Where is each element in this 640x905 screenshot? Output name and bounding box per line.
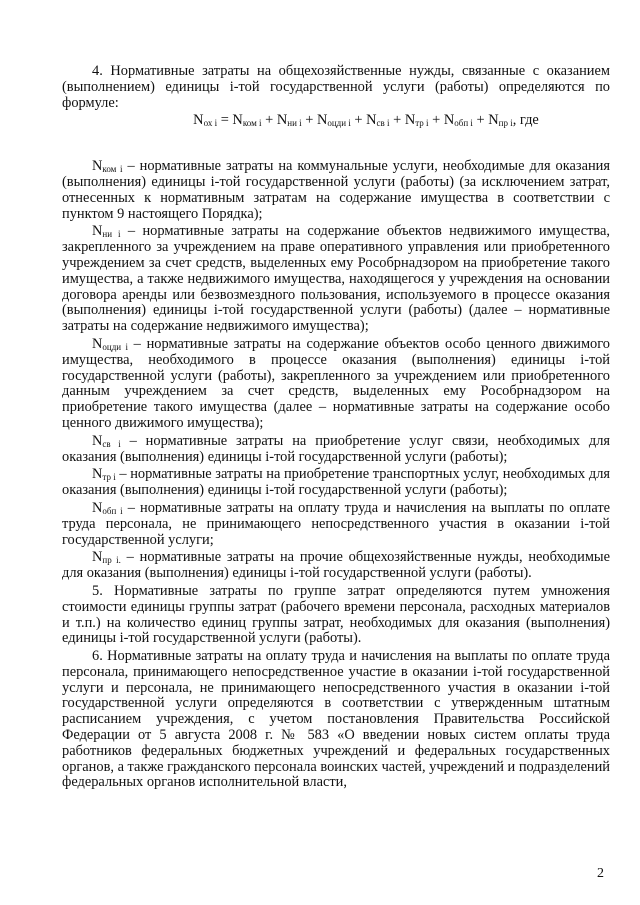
definition-text: – нормативные затраты на прочие общехозяйственные нужды, необходимые для оказания (выполнения) единицы i-той государственной услуги (работы). [62, 549, 610, 582]
paragraph: 6. Нормативные затраты на оплату труда и начисления на выплаты по оплате труда персонала, принимающего непосредственное участие в оказании i-той государственной услуги и персонала, не принимающего непосредственного участия в оказании i-той государственной услуги определяются в соответствии с утвержденным штатным расписанием учреждения, с учетом постановления Правительства Российской Федерации от 5 августа 2008 г. № 583 «О введении новых систем оплаты труда работников федеральных бюджетных учреждений и федеральных государственных органов, а также гражданского персонала воинских частей, учреждений и подразделений федеральных органов исполнительной власти, [62, 648, 611, 791]
term-subscript: оцди i [102, 341, 128, 352]
term-symbol: N [92, 499, 103, 516]
formula-term: , где [512, 112, 539, 129]
formula-subscript: оцди i [327, 118, 351, 129]
term-subscript: св i [102, 438, 121, 449]
term-definition [62, 224, 610, 335]
formula-term: = N [217, 112, 243, 129]
term-definition [62, 467, 610, 499]
definition-text: – нормативные затраты на приобретение услуг связи, необходимых для оказания (выполнения) единицы i-той государственной услуги (работы); [62, 432, 610, 465]
term-definition [62, 337, 610, 432]
term-symbol: N [92, 158, 103, 175]
paragraph: 4. Нормативные затраты на общехозяйственные нужды, связанные с оказанием (выполнением) единицы i-той государственной услуги (работы) определяются по формуле: [62, 63, 610, 111]
definition-text: – нормативные затраты на содержание объектов недвижимого имущества, закрепленного за учреждением на праве оперативного управления или приобретенного учреждением за счет средств, выделенных ему Рособрнадзором на приобретение такого имущества, а также недвижимого имущества, находящегося у учреждения на основании договора аренды или безвозмездного пользования, используемого в процессе оказания (выполнения) единицы i-той государственной услуги (работы) (далее – нормативные затраты на содержание недвижимого имущества); [62, 223, 610, 335]
term-definition [62, 434, 610, 466]
term-symbol: N [92, 549, 103, 566]
term-subscript: обп i [102, 505, 123, 516]
paragraph: 5. Нормативные затраты по группе затрат определяются путем умножения стоимости единицы группы затрат (рабочего времени персонала, расходных материалов и т.п.) на количество единиц группы затрат, необходимых для оказания (выполнения) единицы i-той государственной услуги (работы). [62, 582, 610, 647]
term-definition [62, 159, 610, 222]
formula-subscript: ком i [242, 118, 262, 129]
definition-text: – нормативные затраты на оплату труда и начисления на выплаты по оплате труда персонала, не принимающего непосредственного участия в оказании i-той государственной услуги; [62, 499, 611, 548]
document-body [62, 64, 610, 791]
term-symbol: N [92, 223, 103, 240]
term-subscript: пр i. [102, 555, 121, 566]
formula-term: + N [428, 112, 455, 129]
formula-term: + N [261, 112, 288, 129]
formula-term: + N [301, 112, 328, 129]
term-definition [62, 550, 610, 582]
formula-subscript: тр i [415, 118, 429, 129]
definition-text: – нормативные затраты на приобретение транспортных услуг, необходимых для оказания (выполнения) единицы i-той государственной услуги (работы); [62, 466, 610, 499]
term-symbol: N [92, 466, 103, 483]
term-symbol: N [92, 432, 103, 449]
formula-term: + N [389, 112, 416, 129]
cost-formula [62, 113, 610, 129]
formula-subscript: св i [376, 118, 390, 129]
formula-subscript: обп i [454, 118, 473, 129]
definition-text: – нормативные затраты на содержание объектов особо ценного движимого имущества, необходимого в процессе оказания (выполнения) единицы i-той государственной услуги (работы), закрепленного за учреждением или приобретенного данным учреждением за счет средств, выделенных ему Рособрнадзором на приобретение такого имущества (далее – нормативные затраты на содержание особо ценного движимого имущества); [62, 335, 610, 431]
formula-term: + N [350, 112, 377, 129]
page-number: 2 [597, 866, 604, 881]
term-symbol: N [92, 335, 103, 352]
formula-subscript: пр i [498, 118, 513, 129]
definition-text: – нормативные затраты на коммунальные услуги, необходимые для оказания (выполнения) единицы i-той государственной услуги (работы) (за исключением затрат, отнесенных к нормативным затратам на содержание имущества в соответствии с пунктом 9 настоящего Порядка); [62, 158, 610, 222]
formula-term: N [193, 112, 204, 129]
term-subscript: ком i [102, 164, 123, 175]
term-definition [62, 501, 610, 548]
formula-subscript: ох i [203, 118, 218, 129]
term-subscript: ни i [102, 229, 121, 240]
formula-subscript: ни i [287, 118, 302, 129]
term-subscript: тр i [102, 472, 116, 483]
formula-term: + N [472, 112, 499, 129]
